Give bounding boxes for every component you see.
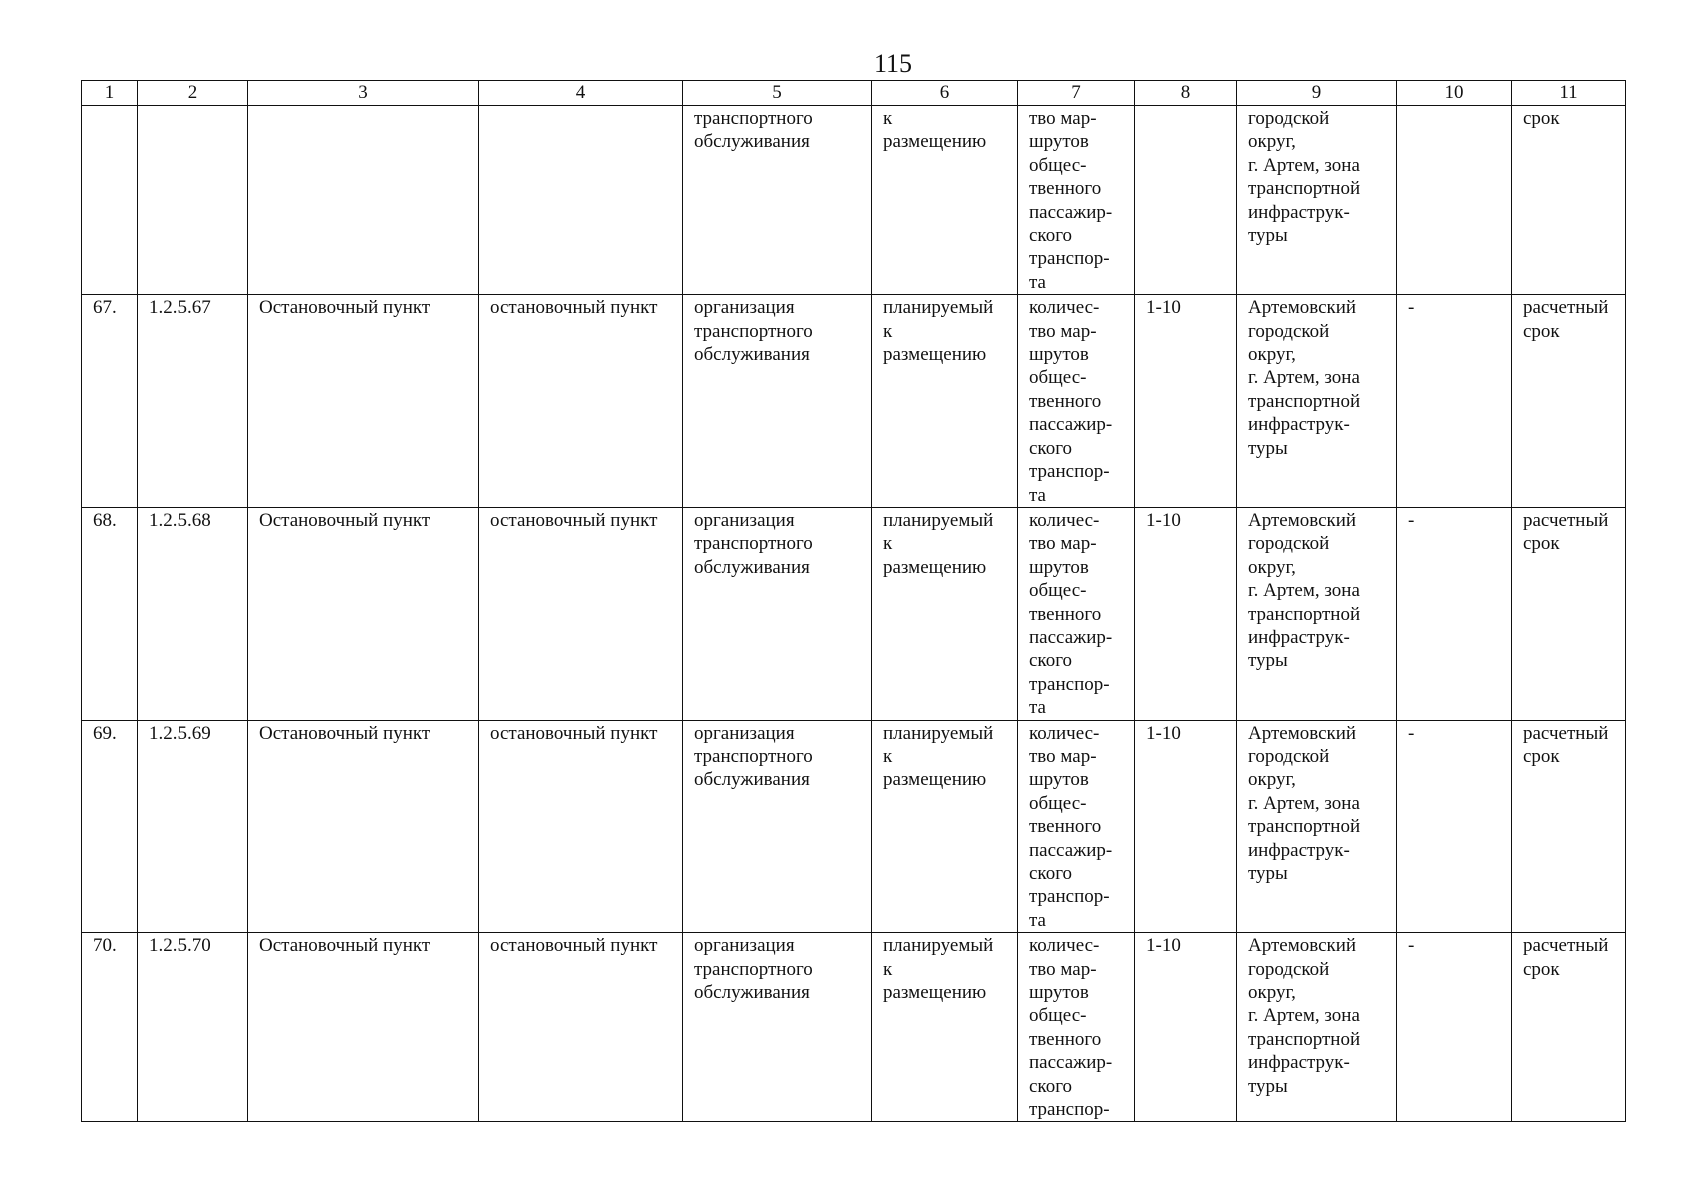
cell-code: 1.2.5.67 [138,295,248,508]
table-row [82,720,1626,933]
cell-zone: - [1397,720,1512,933]
cell-term: расчетный срок [1512,507,1626,720]
cell-number: 67. [82,295,138,508]
cell-name [248,106,479,295]
cell-code: 1.2.5.68 [138,507,248,720]
cell-name: Остановочный пункт [248,720,479,933]
column-number: 5 [683,81,872,106]
cell-status: к размещению [872,106,1018,295]
column-number: 6 [872,81,1018,106]
cell-value: 1-10 [1135,720,1237,933]
cell-characteristic: тво мар- шрутов общес- твенного пассажир- ского транспор- та [1018,106,1135,295]
column-number-row [82,81,1626,106]
cell-purpose: организация транспортного обслуживания [683,720,872,933]
cell-term: расчетный срок [1512,720,1626,933]
cell-purpose: организация транспортного обслуживания [683,295,872,508]
cell-term: расчетный срок [1512,295,1626,508]
column-number: 4 [479,81,683,106]
cell-number [82,106,138,295]
column-number: 1 [82,81,138,106]
column-number: 8 [1135,81,1237,106]
cell-purpose: организация транспортного обслуживания [683,507,872,720]
cell-number: 70. [82,933,138,1122]
cell-zone [1397,106,1512,295]
column-number: 10 [1397,81,1512,106]
column-number: 11 [1512,81,1626,106]
cell-purpose: транспортного обслуживания [683,106,872,295]
column-number: 3 [248,81,479,106]
cell-term: срок [1512,106,1626,295]
cell-purpose: организация транспортного обслуживания [683,933,872,1122]
objects-table [81,80,1626,1122]
cell-code: 1.2.5.70 [138,933,248,1122]
cell-status: планируемый к размещению [872,507,1018,720]
cell-number: 69. [82,720,138,933]
cell-value: 1-10 [1135,295,1237,508]
page-number: 115 [873,49,913,78]
cell-location: Артемовский городской округ, г. Артем, зона транспортной инфраструк- туры [1237,720,1397,933]
continuation-row [82,106,1626,295]
cell-status: планируемый к размещению [872,720,1018,933]
cell-value [1135,106,1237,295]
cell-status: планируемый к размещению [872,933,1018,1122]
cell-location: Артемовский городской округ, г. Артем, зона транспортной инфраструк- туры [1237,933,1397,1122]
cell-term: расчетный срок [1512,933,1626,1122]
column-number: 2 [138,81,248,106]
cell-characteristic: количес- тво мар- шрутов общес- твенного пассажир- ского транспор- [1018,933,1135,1122]
table-row [82,507,1626,720]
cell-code [138,106,248,295]
table-row [82,295,1626,508]
cell-value: 1-10 [1135,507,1237,720]
table-row [82,933,1626,1122]
cell-type: остановочный пункт [479,933,683,1122]
cell-zone: - [1397,933,1512,1122]
cell-status: планируемый к размещению [872,295,1018,508]
cell-characteristic: количес- тво мар- шрутов общес- твенного пассажир- ского транспор- та [1018,295,1135,508]
cell-location: Артемовский городской округ, г. Артем, зона транспортной инфраструк- туры [1237,295,1397,508]
cell-code: 1.2.5.69 [138,720,248,933]
cell-name: Остановочный пункт [248,295,479,508]
cell-characteristic: количес- тво мар- шрутов общес- твенного пассажир- ского транспор- та [1018,720,1135,933]
column-number: 7 [1018,81,1135,106]
cell-zone: - [1397,507,1512,720]
cell-name: Остановочный пункт [248,933,479,1122]
cell-location: городской округ, г. Артем, зона транспортной инфраструк- туры [1237,106,1397,295]
cell-characteristic: количес- тво мар- шрутов общес- твенного пассажир- ского транспор- та [1018,507,1135,720]
cell-type: остановочный пункт [479,295,683,508]
cell-type [479,106,683,295]
cell-zone: - [1397,295,1512,508]
cell-location: Артемовский городской округ, г. Артем, зона транспортной инфраструк- туры [1237,507,1397,720]
cell-type: остановочный пункт [479,720,683,933]
column-number: 9 [1237,81,1397,106]
cell-value: 1-10 [1135,933,1237,1122]
cell-number: 68. [82,507,138,720]
cell-type: остановочный пункт [479,507,683,720]
cell-name: Остановочный пункт [248,507,479,720]
